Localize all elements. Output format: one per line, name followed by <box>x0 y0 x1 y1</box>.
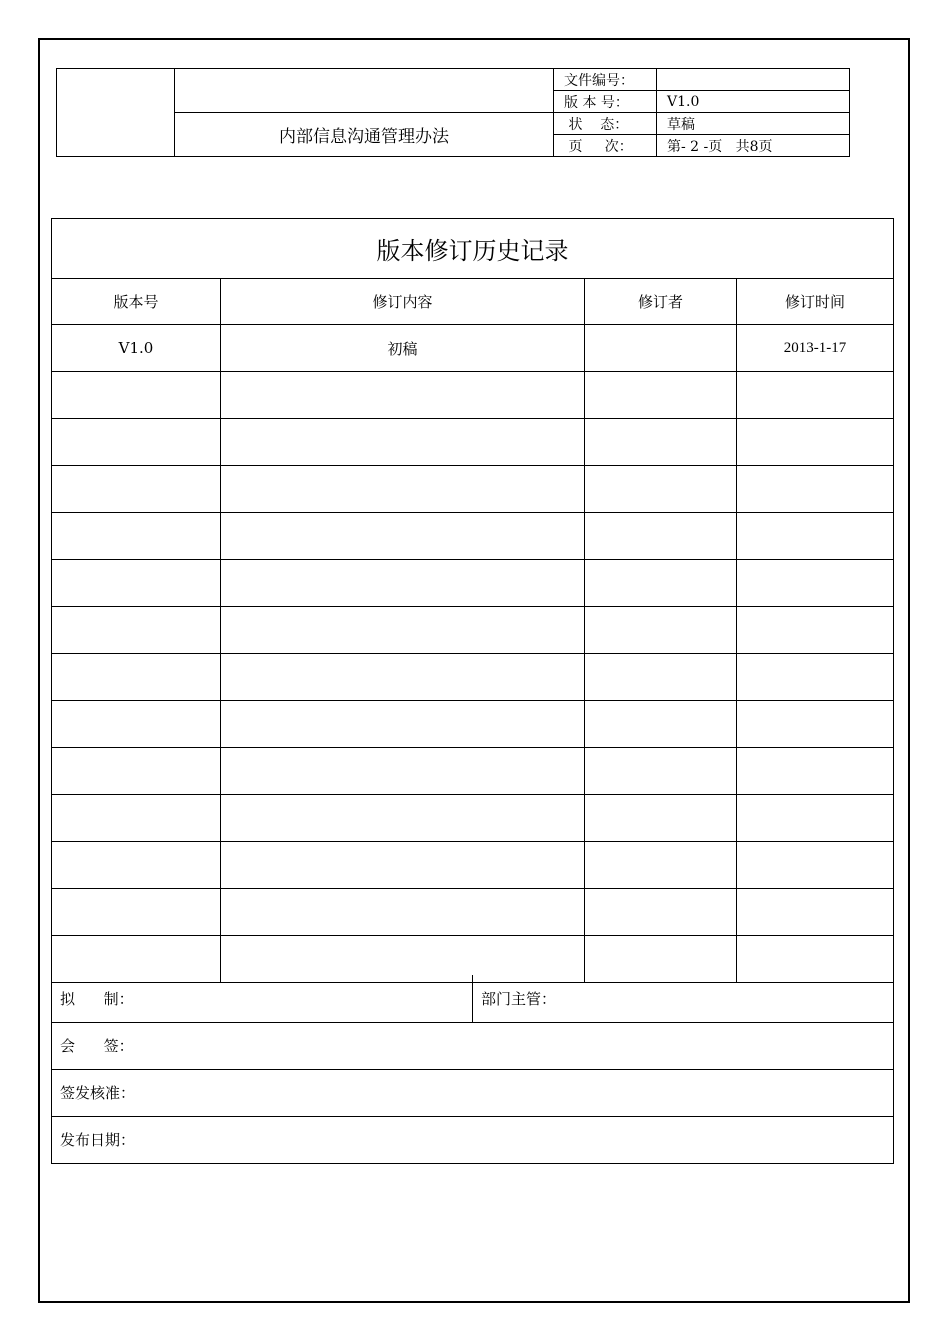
col-header-date: 修订时间 <box>737 279 894 325</box>
reviser-cell <box>585 419 737 466</box>
table-row <box>52 701 894 748</box>
date-cell <box>737 560 894 607</box>
reviser-cell <box>585 560 737 607</box>
reviser-cell <box>585 466 737 513</box>
date-cell <box>737 513 894 560</box>
col-header-reviser: 修订者 <box>585 279 737 325</box>
table-row <box>52 607 894 654</box>
document-header <box>56 68 850 157</box>
version-cell <box>52 795 221 842</box>
table-row <box>52 419 894 466</box>
table-row <box>52 513 894 560</box>
content-cell <box>221 889 585 936</box>
reviser-cell <box>585 795 737 842</box>
date-cell <box>737 795 894 842</box>
field-value: V1.0 <box>657 91 850 113</box>
table-row <box>52 372 894 419</box>
version-cell <box>52 607 221 654</box>
reviser-cell <box>585 325 737 372</box>
version-cell <box>52 513 221 560</box>
table-row <box>52 654 894 701</box>
date-cell <box>737 701 894 748</box>
table-row <box>52 748 894 795</box>
version-cell <box>52 654 221 701</box>
date-cell <box>737 842 894 889</box>
date-cell <box>737 748 894 795</box>
field-value: 草稿 <box>657 113 850 135</box>
reviser-cell <box>585 889 737 936</box>
version-cell: V1.0 <box>52 325 221 372</box>
content-cell <box>221 560 585 607</box>
revision-title: 版本修订历史记录 <box>52 219 894 279</box>
reviser-cell <box>585 372 737 419</box>
table-row <box>52 842 894 889</box>
document-title: 内部信息沟通管理办法 <box>175 113 554 157</box>
release-date-field: 发布日期： <box>52 1116 894 1163</box>
date-cell <box>737 419 894 466</box>
header-blank <box>175 69 554 113</box>
reviser-cell <box>585 701 737 748</box>
content-cell <box>221 513 585 560</box>
date-cell <box>737 607 894 654</box>
field-label: 页 次： <box>554 135 657 157</box>
reviser-cell <box>585 654 737 701</box>
date-cell: 2013-1-17 <box>737 325 894 372</box>
content-cell <box>221 419 585 466</box>
date-cell <box>737 654 894 701</box>
table-row <box>52 795 894 842</box>
col-header-version: 版本号 <box>52 279 221 325</box>
reviser-cell <box>585 748 737 795</box>
field-value <box>657 69 850 91</box>
logo-area <box>57 69 175 157</box>
col-header-content: 修订内容 <box>221 279 585 325</box>
reviser-cell <box>585 842 737 889</box>
content-cell <box>221 607 585 654</box>
version-cell <box>52 842 221 889</box>
field-value: 第- 2 -页 共8页 <box>657 135 850 157</box>
field-label: 版 本 号： <box>554 91 657 113</box>
date-cell <box>737 889 894 936</box>
field-label: 文件编号： <box>554 69 657 91</box>
version-cell <box>52 748 221 795</box>
version-cell <box>52 466 221 513</box>
content-cell <box>221 466 585 513</box>
content-cell <box>221 842 585 889</box>
content-cell <box>221 701 585 748</box>
content-cell <box>221 654 585 701</box>
content-cell <box>221 372 585 419</box>
table-row <box>52 560 894 607</box>
version-cell <box>52 419 221 466</box>
version-cell <box>52 889 221 936</box>
content-cell <box>221 748 585 795</box>
content-cell <box>221 795 585 842</box>
approval-field: 签发核准： <box>52 1069 894 1116</box>
revision-table <box>51 218 894 983</box>
version-cell <box>52 701 221 748</box>
drafted-by-field: 拟 制： <box>52 975 473 1022</box>
table-row <box>52 466 894 513</box>
countersign-field: 会 签： <box>52 1022 894 1069</box>
field-label: 状 态： <box>554 113 657 135</box>
content-cell: 初稿 <box>221 325 585 372</box>
version-cell <box>52 372 221 419</box>
reviser-cell <box>585 607 737 654</box>
table-row <box>52 325 894 372</box>
version-cell <box>52 560 221 607</box>
signoff-table <box>51 975 894 1164</box>
dept-head-field: 部门主管： <box>473 975 894 1022</box>
reviser-cell <box>585 513 737 560</box>
date-cell <box>737 372 894 419</box>
table-row <box>52 889 894 936</box>
date-cell <box>737 466 894 513</box>
